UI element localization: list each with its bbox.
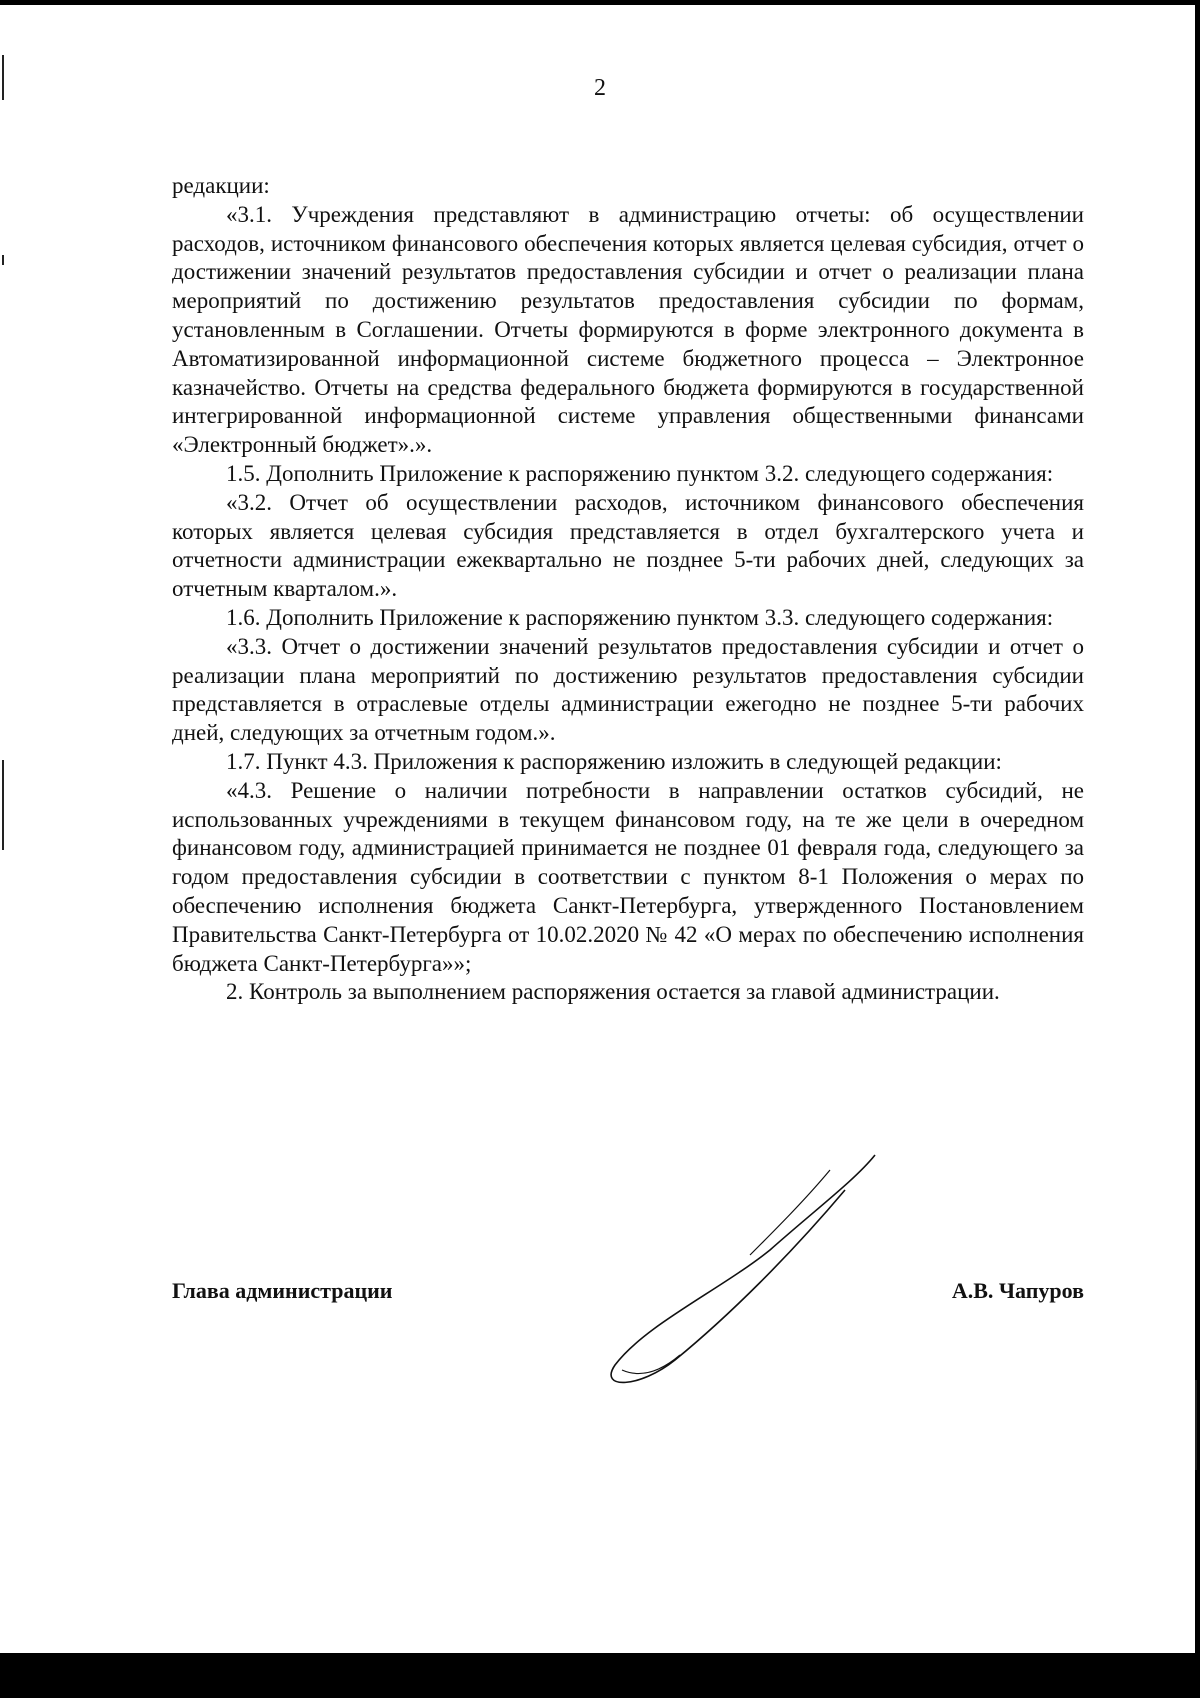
paragraph: «3.1. Учреждения представляют в администрацию отчеты: об осуществлении расходов, источником финансового обеспечения которых является целевая субсидия, отчет о достижении значений результатов предоставления субсидии и отчет о реализации плана мероприятий по достижению результатов предоставления субсидии по формам, установленным в Соглашении. Отчеты формируются в форме электронного документа в Автоматизированной информационной системе бюджетного процесса – Электронное казначейство. Отчеты на средства федерального бюджета формируются в государственной интегрированной информационной системе управления общественными финансами «Электронный бюджет».».	[172, 201, 1084, 458]
paragraph: 1.5. Дополнить Приложение к распоряжению пунктом 3.2. следующего содержания:	[226, 460, 1054, 486]
scan-bottom-band	[0, 1653, 1200, 1698]
scan-top-border	[0, 0, 1200, 5]
scan-mark	[1195, 1380, 1197, 1470]
handwritten-signature	[600, 1150, 890, 1390]
paragraph: «3.2. Отчет об осуществлении расходов, источником финансового обеспечения которых является целевая субсидия представляется в отдел бухгалтерского учета и отчетности администрации ежеквартально не позднее 5-ти рабочих дней, следующих за отчетным кварталом.».	[172, 489, 1084, 602]
paragraph: редакции:	[172, 173, 270, 198]
paragraph: «3.3. Отчет о достижении значений результатов предоставления субсидии и отчет о реализации плана мероприятий по достижению результатов предоставления субсидии представляется в отраслевые отделы администрации ежегодно не позднее 5-ти рабочих дней, следующих за отчетным годом.».	[172, 633, 1084, 746]
page-number: 2	[594, 75, 606, 101]
paragraph: «4.3. Решение о наличии потребности в направлении остатков субсидий, не использованных учреждениями в текущем финансовом году, на те же цели в очередном финансовом году, администрацией принимается не позднее 01 февраля года, следующего за годом предоставления субсидии в соответствии с пунктом 8-1 Положения о мерах по обеспечению исполнения бюджета Санкт-Петербурга, утвержденного Постановлением Правительства Санкт-Петербурга от 10.02.2020 № 42 «О мерах по обеспечению исполнения бюджета Санкт-Петербурга»»;	[172, 777, 1084, 976]
paragraph: 1.6. Дополнить Приложение к распоряжению пунктом 3.3. следующего содержания:	[226, 604, 1054, 630]
signatory-title: Глава администрации	[172, 1278, 393, 1303]
signatory-name: А.В. Чапуров	[951, 1278, 1084, 1303]
paragraph: 2. Контроль за выполнением распоряжения остается за главой администрации.	[226, 979, 1000, 1005]
scan-mark	[2, 760, 4, 850]
document-body	[172, 172, 1084, 1007]
paragraph: 1.7. Пункт 4.3. Приложения к распоряжению изложить в следующей редакции:	[226, 748, 1002, 774]
scan-mark	[2, 255, 4, 265]
